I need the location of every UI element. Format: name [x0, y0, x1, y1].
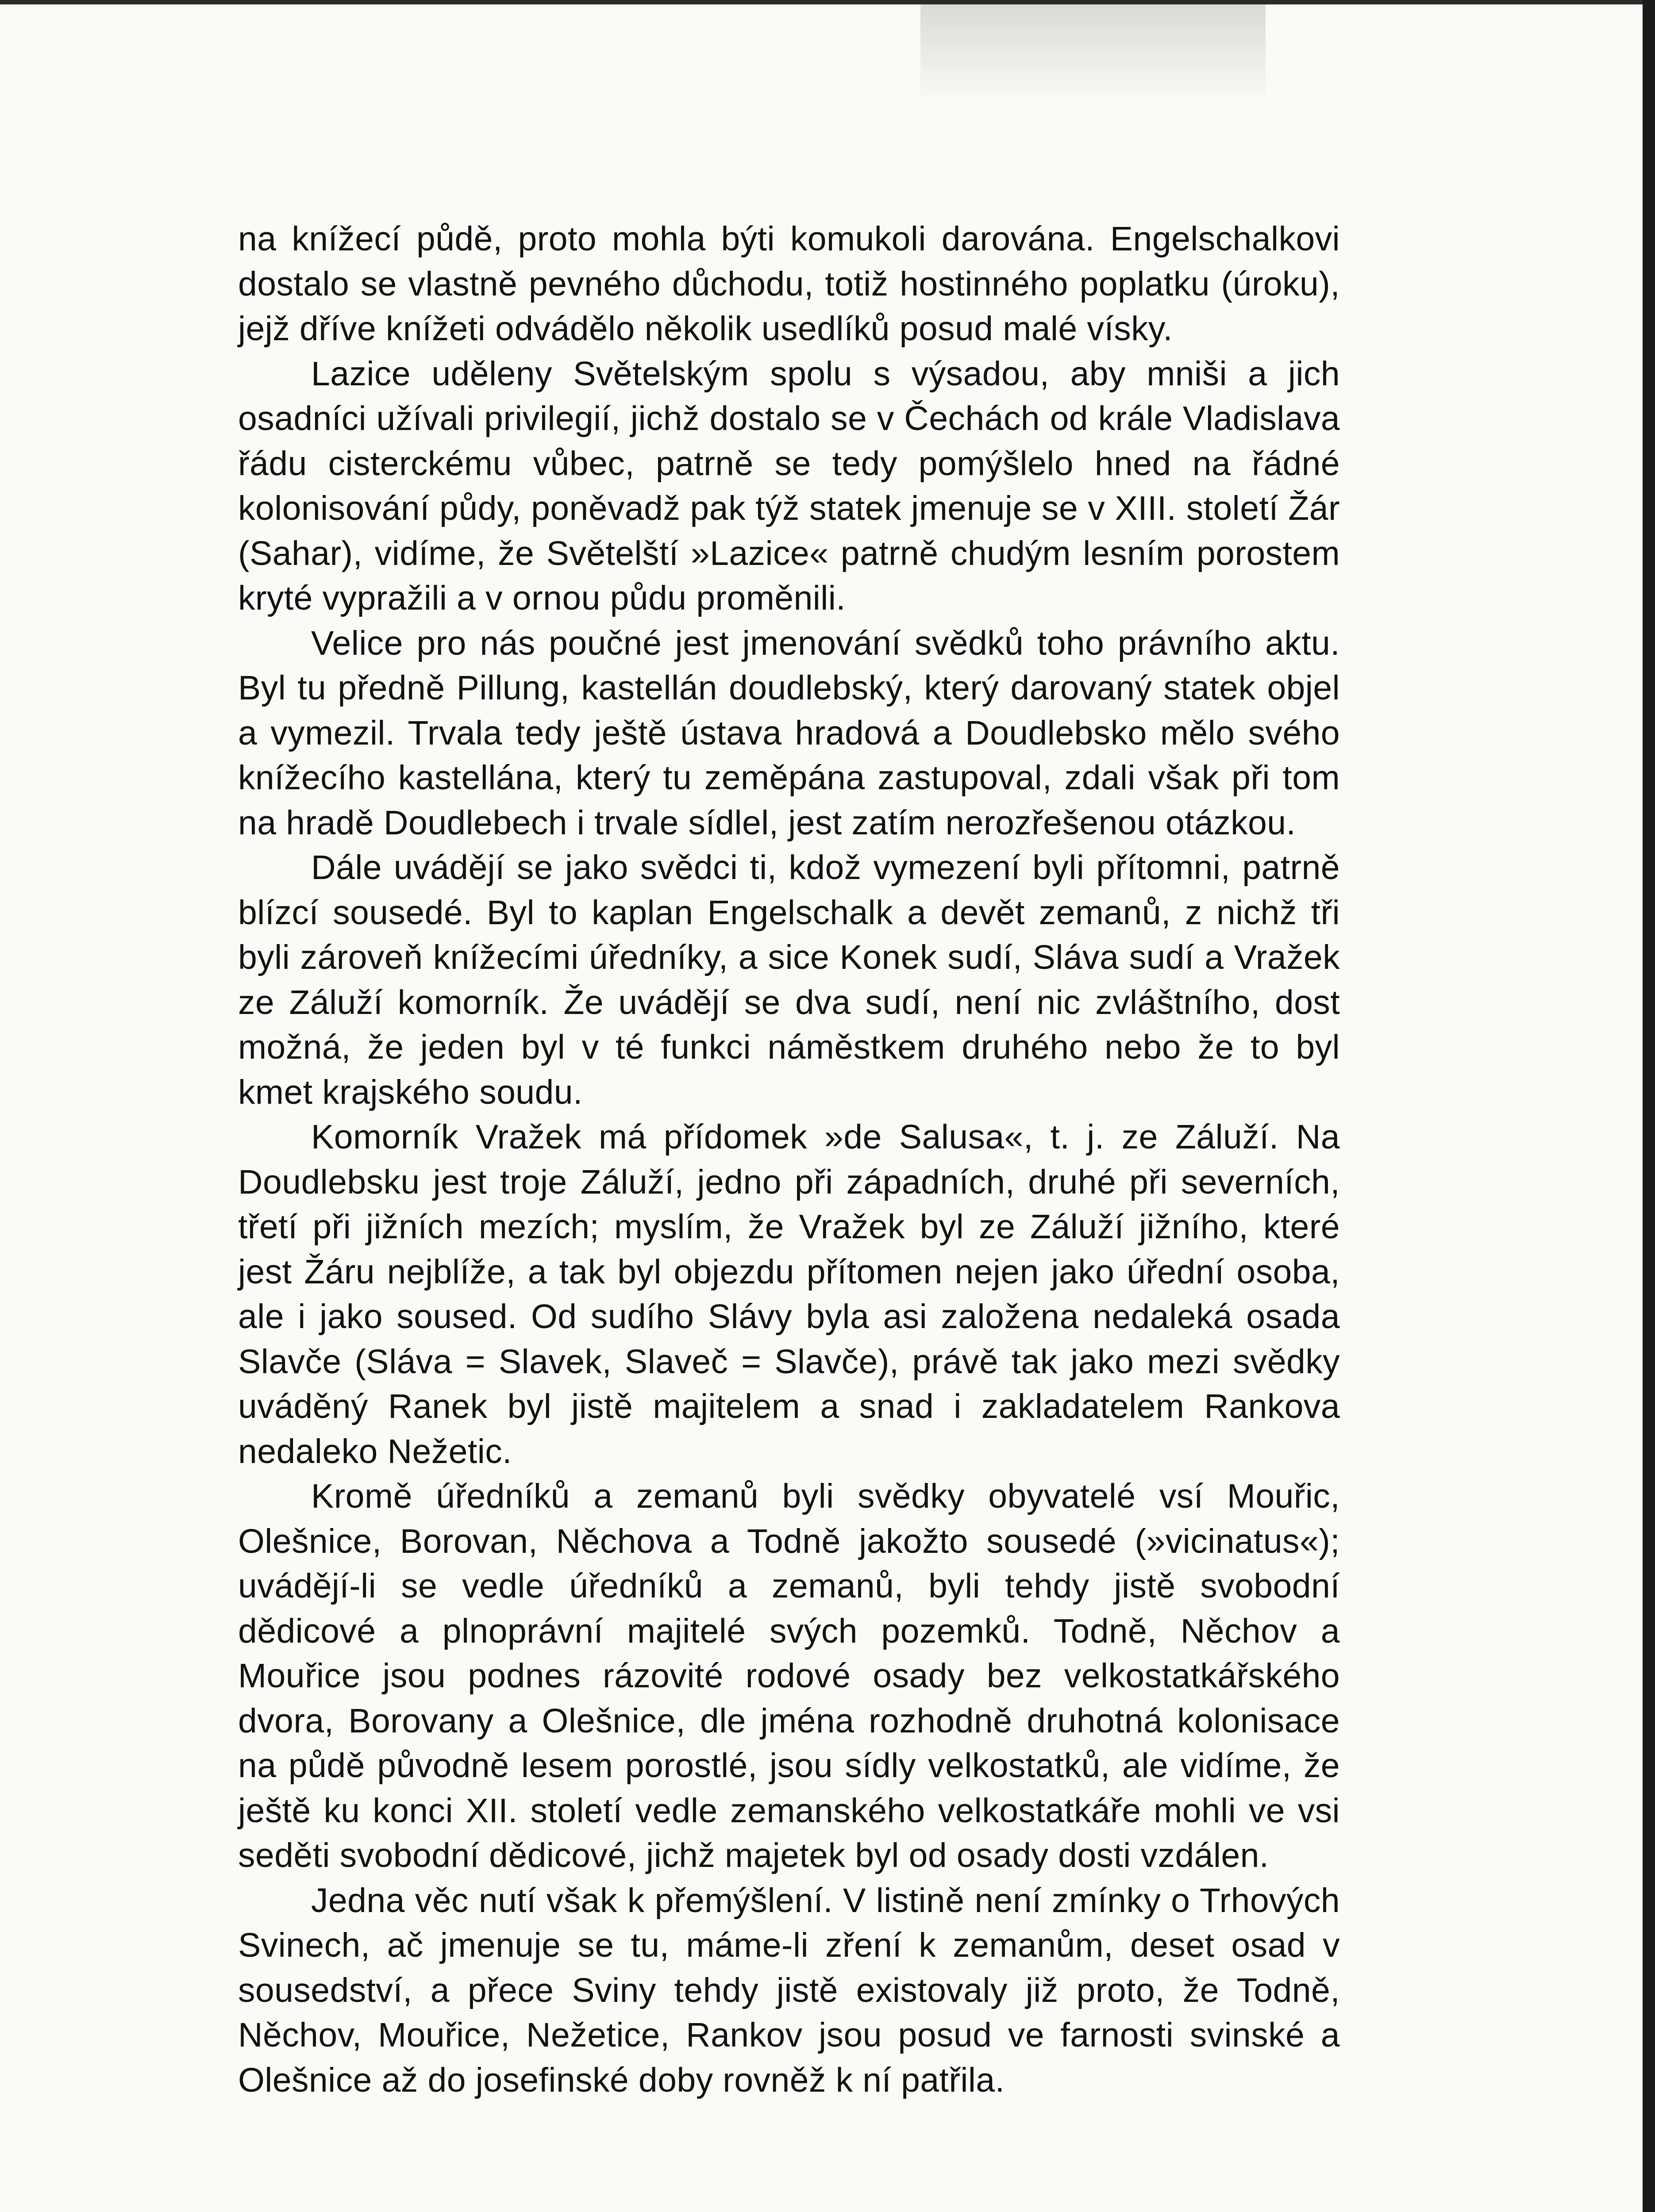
body-text	[238, 217, 1340, 2103]
scan-border-right	[1643, 0, 1655, 2212]
paragraph: Jedna věc nutí však k přemýšlení. V listině není zmínky o Trhových Svinech, ač jmenuje se tu, máme-li zření k zemanům, deset osad v sousedství, a přece Sviny tehdy jistě existovaly již proto, že Todně, Něchov, Mouřice, Nežetice, Rankov jsou posud ve farnosti svinské a Olešnice až do josefinské doby rovněž k ní patřila.	[238, 1881, 1340, 2099]
paragraph: Kromě úředníků a zemanů byli svědky obyvatelé vsí Mouřic, Olešnice, Borovan, Něchova a Todně jakožto sousedé (»vicinatus«); uvádějí-li se vedle úředníků a zemanů, byli tehdy jistě svobodní dědicové a plnoprávní majitelé svých pozemků. Todně, Něchov a Mouřice jsou podnes rázovité rodové osady bez velkostatkářského dvora, Borovany a Olešnice, dle jména rozhodně druhotná kolonisace na půdě původně lesem porostlé, jsou sídly velkostatků, ale vidíme, že ještě ku konci XII. století vedle zemanského velkostatkáře mohli ve vsi seděti svobodní dědicové, jichž majetek byl od osady dosti vzdálen.	[238, 1477, 1340, 1874]
scan-border-top	[0, 0, 1655, 4]
scan-smudge	[920, 4, 1266, 102]
paragraph: Velice pro nás poučné jest jmenování svědků toho právního aktu. Byl tu předně Pillung, kastellán doudlebský, který darovaný statek objel a vymezil. Trvala tedy ještě ústava hradová a Doudlebsko mělo svého knížecího kastellána, který tu zeměpána zastupoval, zdali však při tom na hradě Doudlebech i trvale sídlel, jest zatím nerozřešenou otázkou.	[238, 624, 1340, 842]
paragraph: Lazice uděleny Světelským spolu s výsadou, aby mniši a jich osadníci užívali privilegií, jichž dostalo se v Čechách od krále Vladislava řádu cisterckému vůbec, patrně se tedy pomýšlelo hned na řádné kolonisování půdy, poněvadž pak týž statek jmenuje se v XIII. století Žár (Sahar), vidíme, že Světelští »Lazice« patrně chudým lesním porostem kryté vypražili a v ornou půdu proměnili.	[238, 354, 1340, 617]
paragraph: Dále uvádějí se jako svědci ti, kdož vymezení byli přítomni, patrně blízcí sousedé. Byl to kaplan Engelschalk a devět zemanů, z nichž tři byli zároveň knížecími úředníky, a sice Konek sudí, Sláva sudí a Vražek ze Záluží komorník. Že uvádějí se dva sudí, není nic zvláštního, dost možná, že jeden byl v té funkci náměstkem druhého nebo že to byl kmet krajského soudu.	[238, 849, 1340, 1111]
paragraph: Komorník Vražek má přídomek »de Salusa«, t. j. ze Záluží. Na Doudlebsku jest troje Záluží, jedno při západních, druhé při severních, třetí při jižních mezích; myslím, že Vražek byl ze Záluží jižního, které jest Žáru nejblíže, a tak byl objezdu přítomen nejen jako úřední osoba, ale i jako soused. Od sudího Slávy byla asi založena nedaleká osada Slavče (Sláva = Slavek, Slaveč = Slavče), právě tak jako mezi svědky uváděný Ranek byl jistě majitelem a snad i zakladatelem Rankova nedaleko Nežetic.	[238, 1118, 1340, 1471]
paragraph: na knížecí půdě, proto mohla býti komukoli darována. Engelschalkovi dostalo se vlastně pevného důchodu, totiž hostinného poplatku (úroku), jejž dříve knížeti odvádělo několik usedlíků posud malé vísky.	[238, 220, 1340, 348]
